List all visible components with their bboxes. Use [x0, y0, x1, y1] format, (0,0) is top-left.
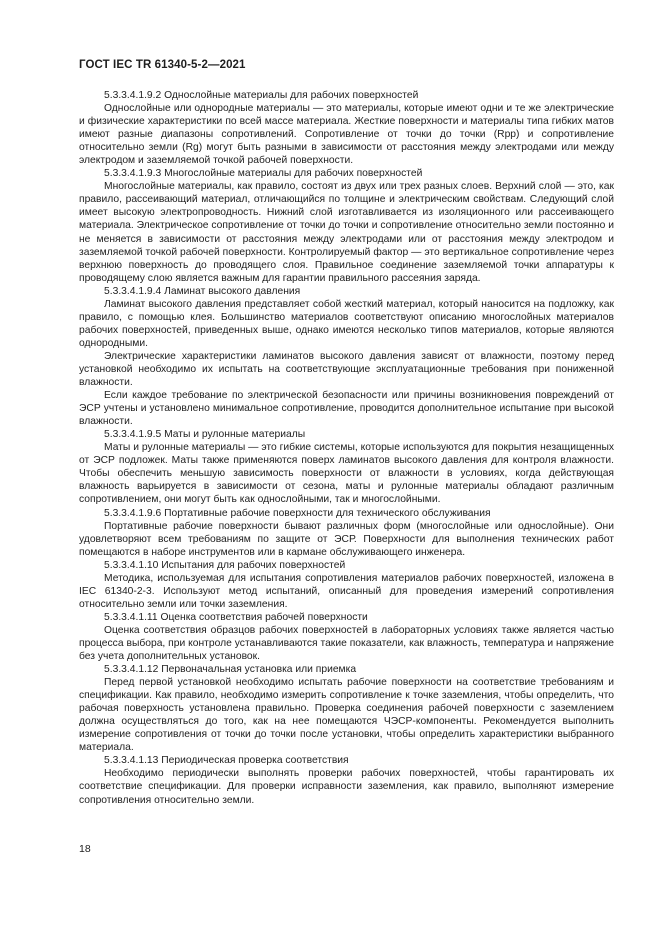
section-heading: 5.3.3.4.1.9.5 Маты и рулонные материалы — [104, 429, 306, 441]
paragraph: Оценка соответствия образцов рабочих поверхностей в лабораторных условиях также является частью процесса выбора, при контроле устанавливаются такие показатели, как влажность, температура и напряжение без учета дополнительных установок. — [79, 624, 614, 663]
paragraph: Ламинат высокого давления представляет собой жесткий материал, который наносится на подложку, как правило, с помощью клея. Большинство материалов соответствуют описанию многослойных материалов рабочих поверхностей, приведенных выше, однако имеются несколько типов материалов, которые являются однородными. — [79, 298, 614, 349]
document-header: ГОСТ IEC TR 61340-5-2—2021 — [79, 59, 246, 71]
paragraph: Маты и рулонные материалы — это гибкие системы, которые используются для покрытия незащищенных от ЭСР подложек. Маты также применяются поверх ламинатов высокого давления для контроля влажности. Чтобы обеспечить меньшую зависимость поверхности от влажности в условиях, когда действующая влажность варьируется в зависимости от сезона, маты и рулонные материалы обладают различным сопротивлением, они могут быть как однослойными, так и многослойными. — [79, 442, 614, 506]
paragraph: Портативные рабочие поверхности бывают различных форм (многослойные или однослойные). Они удовлетворяют всем требованиям по защите от ЭСР. Поверхности для выполнения технических работ помещаются в наборе инструментов или в кармане обслуживающего инженера. — [79, 520, 614, 558]
paragraph: Многослойные материалы, как правило, состоят из двух или трех разных слоев. Верхний слой — это, как правило, рассеивающий материал, отличающийся по толщине и электрическим свойствам. Следующий слой имеет высокую электропроводность. Нижний слой изготавливается из изоляционного или рассеивающего материала. Электрическое сопротивление от точки до точки и сопротивление относительно земли постоянно и не меняется в зависимости от расстояния между электродами или от расстояния между электродом и заземляемой точкой рабочей поверхности. Контролируемый фактор — это вертикальное сопротивление через верхнюю поверхность до проводящего слоя. Правильное соединение заземляемой точки аппаратуры к проводящему слою является важным для гарантии правильного рассеяния заряда. — [79, 181, 614, 284]
section-heading: 5.3.3.4.1.13 Периодическая проверка соответствия — [104, 755, 349, 767]
section-heading: 5.3.3.4.1.9.2 Однослойные материалы для рабочих поверхностей — [104, 90, 419, 101]
paragraph: Если каждое требование по электрической безопасности или причины возникновения повреждений от ЭСР учтены и установлено минимальное сопротивление, проводится дополнительное испытание при высокой влажности. — [79, 390, 614, 428]
section-heading: 5.3.3.4.1.9.4 Ламинат высокого давления — [104, 285, 301, 297]
paragraph: Однослойные или однородные материалы — это материалы, которые имеют одни и те же электрические и физические характеристики по всей массе материала. Жесткие поверхности и материалы типа гибких матов имеют разные диапазоны сопротивлений. Сопротивление от точки до точки (Rpp) и сопротивление относительно земли (Rg) могут быть разными в зависимости от расстояния между электродами или между электродом и заземляемой точкой рабочей поверхности. — [79, 103, 614, 167]
section-heading: 5.3.3.4.1.9.3 Многослойные материалы для рабочих поверхностей — [104, 168, 423, 180]
section-heading: 5.3.3.4.1.12 Первоначальная установка или приемка — [104, 664, 357, 676]
page-number: 18 — [79, 843, 91, 855]
paragraph: Перед первой установкой необходимо испытать рабочие поверхности на соответствие требованиям и спецификации. Как правило, необходимо измерить сопротивление к точке заземления, чтобы определить, что рабочая поверхность установлена правильно. Проверка соединения рабочей поверхности с заземлением должна осуществляться до того, как на нее помещаются ЧЭСР-компоненты. Рекомендуется выполнить измерение сопротивления от точки до точки после установки, чтобы определить характеристики выбранного материала. — [79, 677, 614, 754]
section-heading: 5.3.3.4.1.11 Оценка соответствия рабочей поверхности — [104, 611, 368, 623]
body-text — [79, 89, 614, 807]
section-heading: 5.3.3.4.1.9.6 Портативные рабочие поверхности для технического обслуживания — [104, 507, 491, 519]
paragraph: Электрические характеристики ламинатов высокого давления зависят от влажности, поэтому перед установкой необходимо их испытать на соответствующие эксплуатационные требования при пониженной влажности. — [79, 350, 614, 389]
paragraph: Необходимо периодически выполнять проверки рабочих поверхностей, чтобы гарантировать их соответствие спецификации. Для проверки исправности заземления, как правило, выполняют измерение сопротивления относительно земли. — [79, 768, 614, 806]
section-heading: 5.3.3.4.1.10 Испытания для рабочих поверхностей — [104, 559, 346, 571]
paragraph: Методика, используемая для испытания сопротивления материалов рабочих поверхностей, изложена в IEC 61340-2-3. Используют метод испытаний, описанный для проведения измерений сопротивления относительно земли или точки заземления. — [79, 572, 614, 610]
